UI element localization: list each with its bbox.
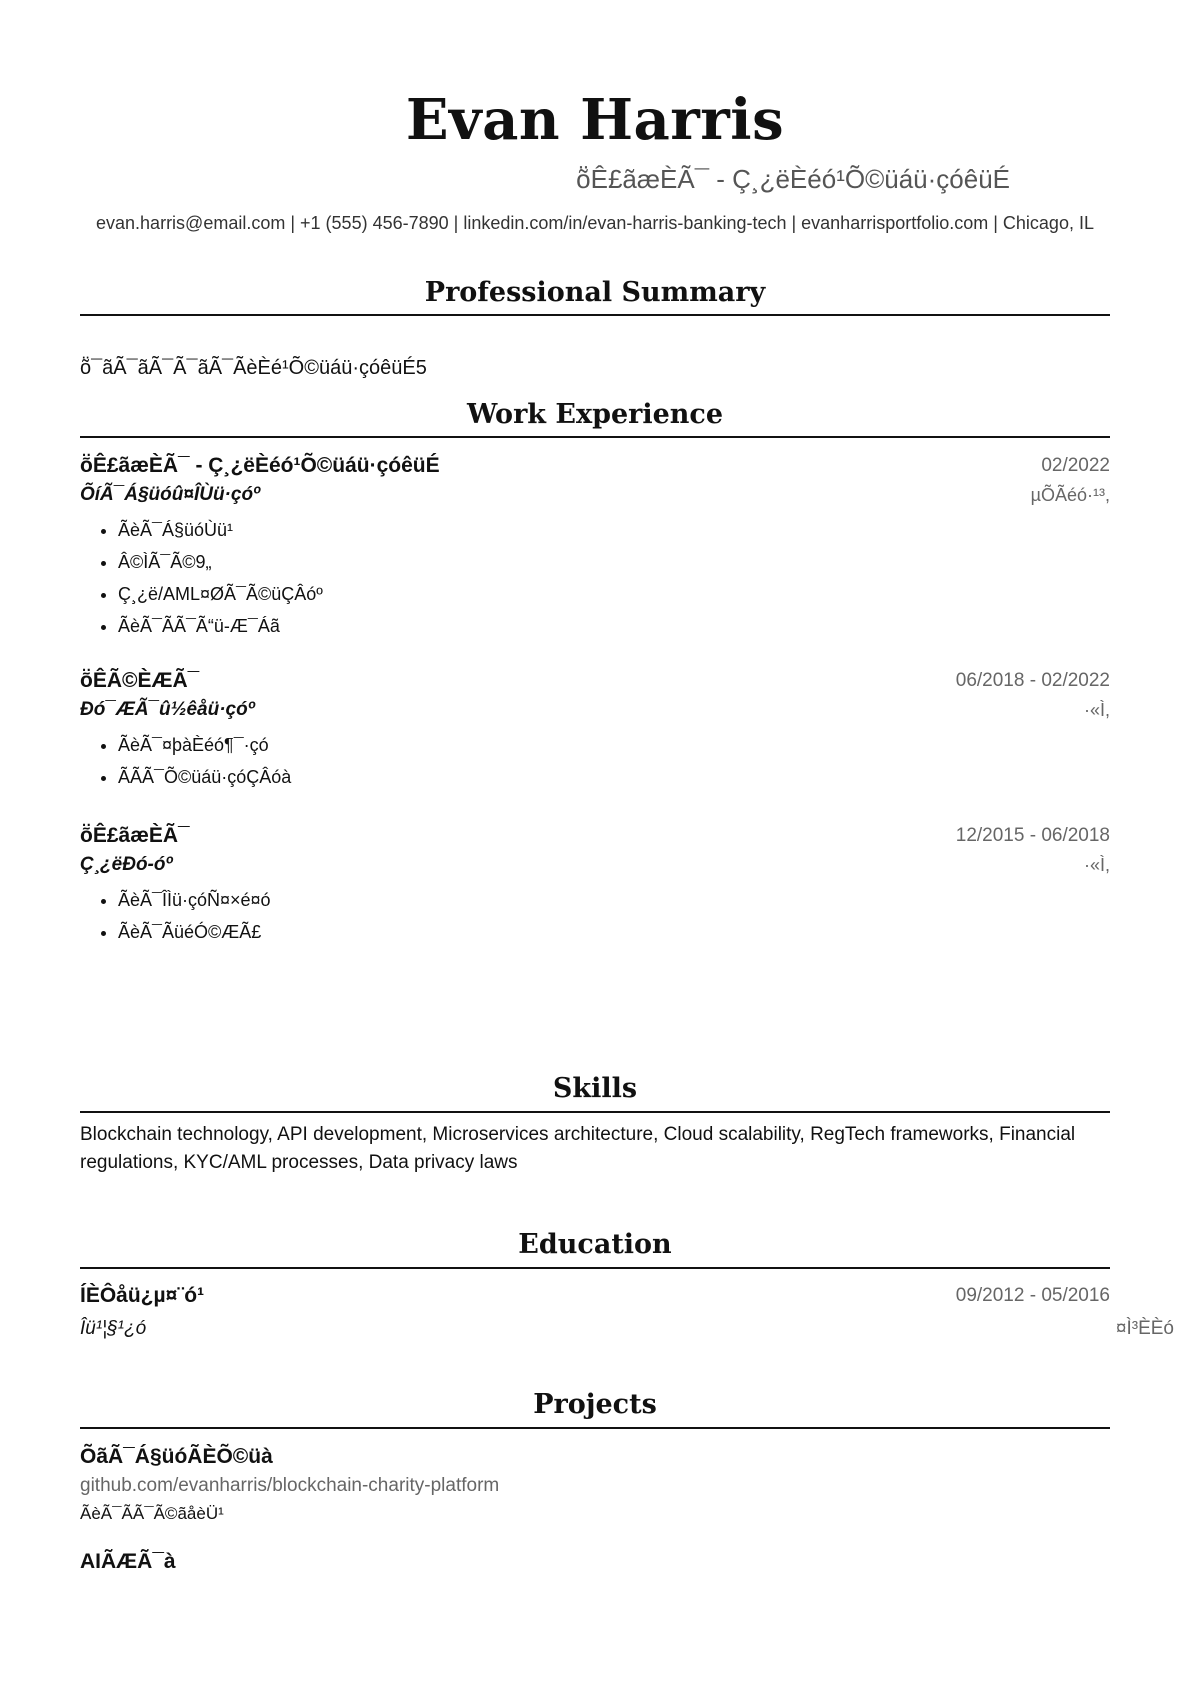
candidate-name: Evan Harris — [405, 87, 785, 153]
projects-heading: Projects — [533, 1389, 657, 1420]
job-location: µÕÃéó·¹³, — [1030, 485, 1110, 505]
projects-divider — [80, 1427, 1110, 1429]
project-description: ÃèÃ¯ÃÃ¯Ã©ãåèÜ¹ — [80, 1504, 224, 1523]
education-dates: 09/2012 - 05/2016 — [955, 1285, 1110, 1306]
summary-divider — [80, 314, 1110, 316]
job-title: ṏÊ£ãæÈÃ¯ - Ç¸¿ëÈéó¹Õ©üáü·çóêüÉ — [80, 454, 440, 477]
project-link[interactable]: github.com/evanharris/blockchain-charity-platform — [80, 1475, 500, 1496]
summary-text: ṏ¯ãÃ¯ãÃ¯Ã¯ãÃ¯ÃèÈé¹Õ©üáü·çóêüÉ5 — [80, 357, 427, 379]
education-degree: Îü¹¦§¹¿ó — [80, 1318, 147, 1339]
candidate-headline: ṏÊ£ãæÈÃ¯ - Ç¸¿ëÈéó¹Õ©üáü·çóêüÉ — [576, 164, 1010, 194]
resume-page — [80, 0, 1174, 1683]
job-location: ·«Ì, — [1083, 700, 1110, 720]
job-title: ṏÊÃ©ÈÆÃ¯ — [80, 669, 200, 692]
job-title: ṏÊ£ãæÈÃ¯ — [80, 824, 190, 847]
job-bullets — [80, 514, 1108, 642]
job-dates: 12/2015 - 06/2018 — [955, 825, 1110, 846]
bullet-item: • ÃÃÃ¯Õ©üáü·çóÇÂóà — [118, 761, 1108, 793]
bullet-item: • Ç¸¿ë/AML¤ØÃ¯Ã©üÇÂóº — [118, 578, 1108, 610]
experience-heading: Work Experience — [466, 399, 724, 430]
project-name: AIÃÆÃ¯à — [80, 1550, 176, 1573]
experience-divider — [80, 436, 1110, 438]
contact-line: evan.harris@email.com | +1 (555) 456-7890 | linkedin.com/in/evan-harris-banking-tech | evanharrisportfolio.com | Chicago, IL — [96, 213, 1094, 233]
skills-heading: Skills — [552, 1073, 638, 1104]
job-entry — [80, 822, 1110, 942]
education-heading: Education — [518, 1229, 672, 1260]
job-company: Ç¸¿ëÐó-óº — [80, 854, 173, 875]
job-company: ÕíÃ¯Á§üóû¤ÎÙü·çóº — [80, 484, 260, 505]
summary-heading: Professional Summary — [424, 277, 766, 308]
bullet-item: • Â©ÌÃ¯Ã©9„ — [118, 546, 1108, 578]
job-bullets — [80, 884, 1108, 948]
job-dates: 06/2018 - 02/2022 — [955, 670, 1110, 691]
bullet-item: • ÃèÃ¯Á§üóÙü¹ — [118, 514, 1108, 546]
project-name: ÕãÃ¯Á§üóÃÈÕ©üà — [80, 1445, 273, 1468]
job-entry — [80, 452, 1110, 636]
education-location: ¤Ì³ÈÈó — [1115, 1318, 1174, 1339]
job-company: Ðó¯ÆÃ¯û½êåü·çóº — [80, 699, 255, 720]
education-school: ÍÈÔåü¿µ¤¨ó¹ — [80, 1284, 205, 1307]
bullet-item: • ÃèÃ¯¤þàÈéó¶¯·çó — [118, 729, 1108, 761]
job-bullets — [80, 729, 1108, 793]
job-location: ·«Ì, — [1083, 855, 1110, 875]
bullet-item: • ÃèÃ¯ÃüéÓ©ÆÃ£ — [118, 916, 1108, 948]
job-dates: 02/2022 — [1041, 455, 1110, 476]
job-entry — [80, 667, 1110, 787]
education-divider — [80, 1267, 1110, 1269]
bullet-item: • ÃèÃ¯ÃÃ¯Ã“ü-Æ¯Áã — [118, 610, 1108, 642]
skills-list: Blockchain technology, API development, Microservices architecture, Cloud scalability, RegTech frameworks, Financial regulations, KYC/AML processes, Data privacy laws — [80, 1124, 1076, 1173]
skills-divider — [80, 1111, 1110, 1113]
bullet-item: • ÃèÃ¯ÎÌü·çóÑ¤×é¤ó — [118, 884, 1108, 916]
